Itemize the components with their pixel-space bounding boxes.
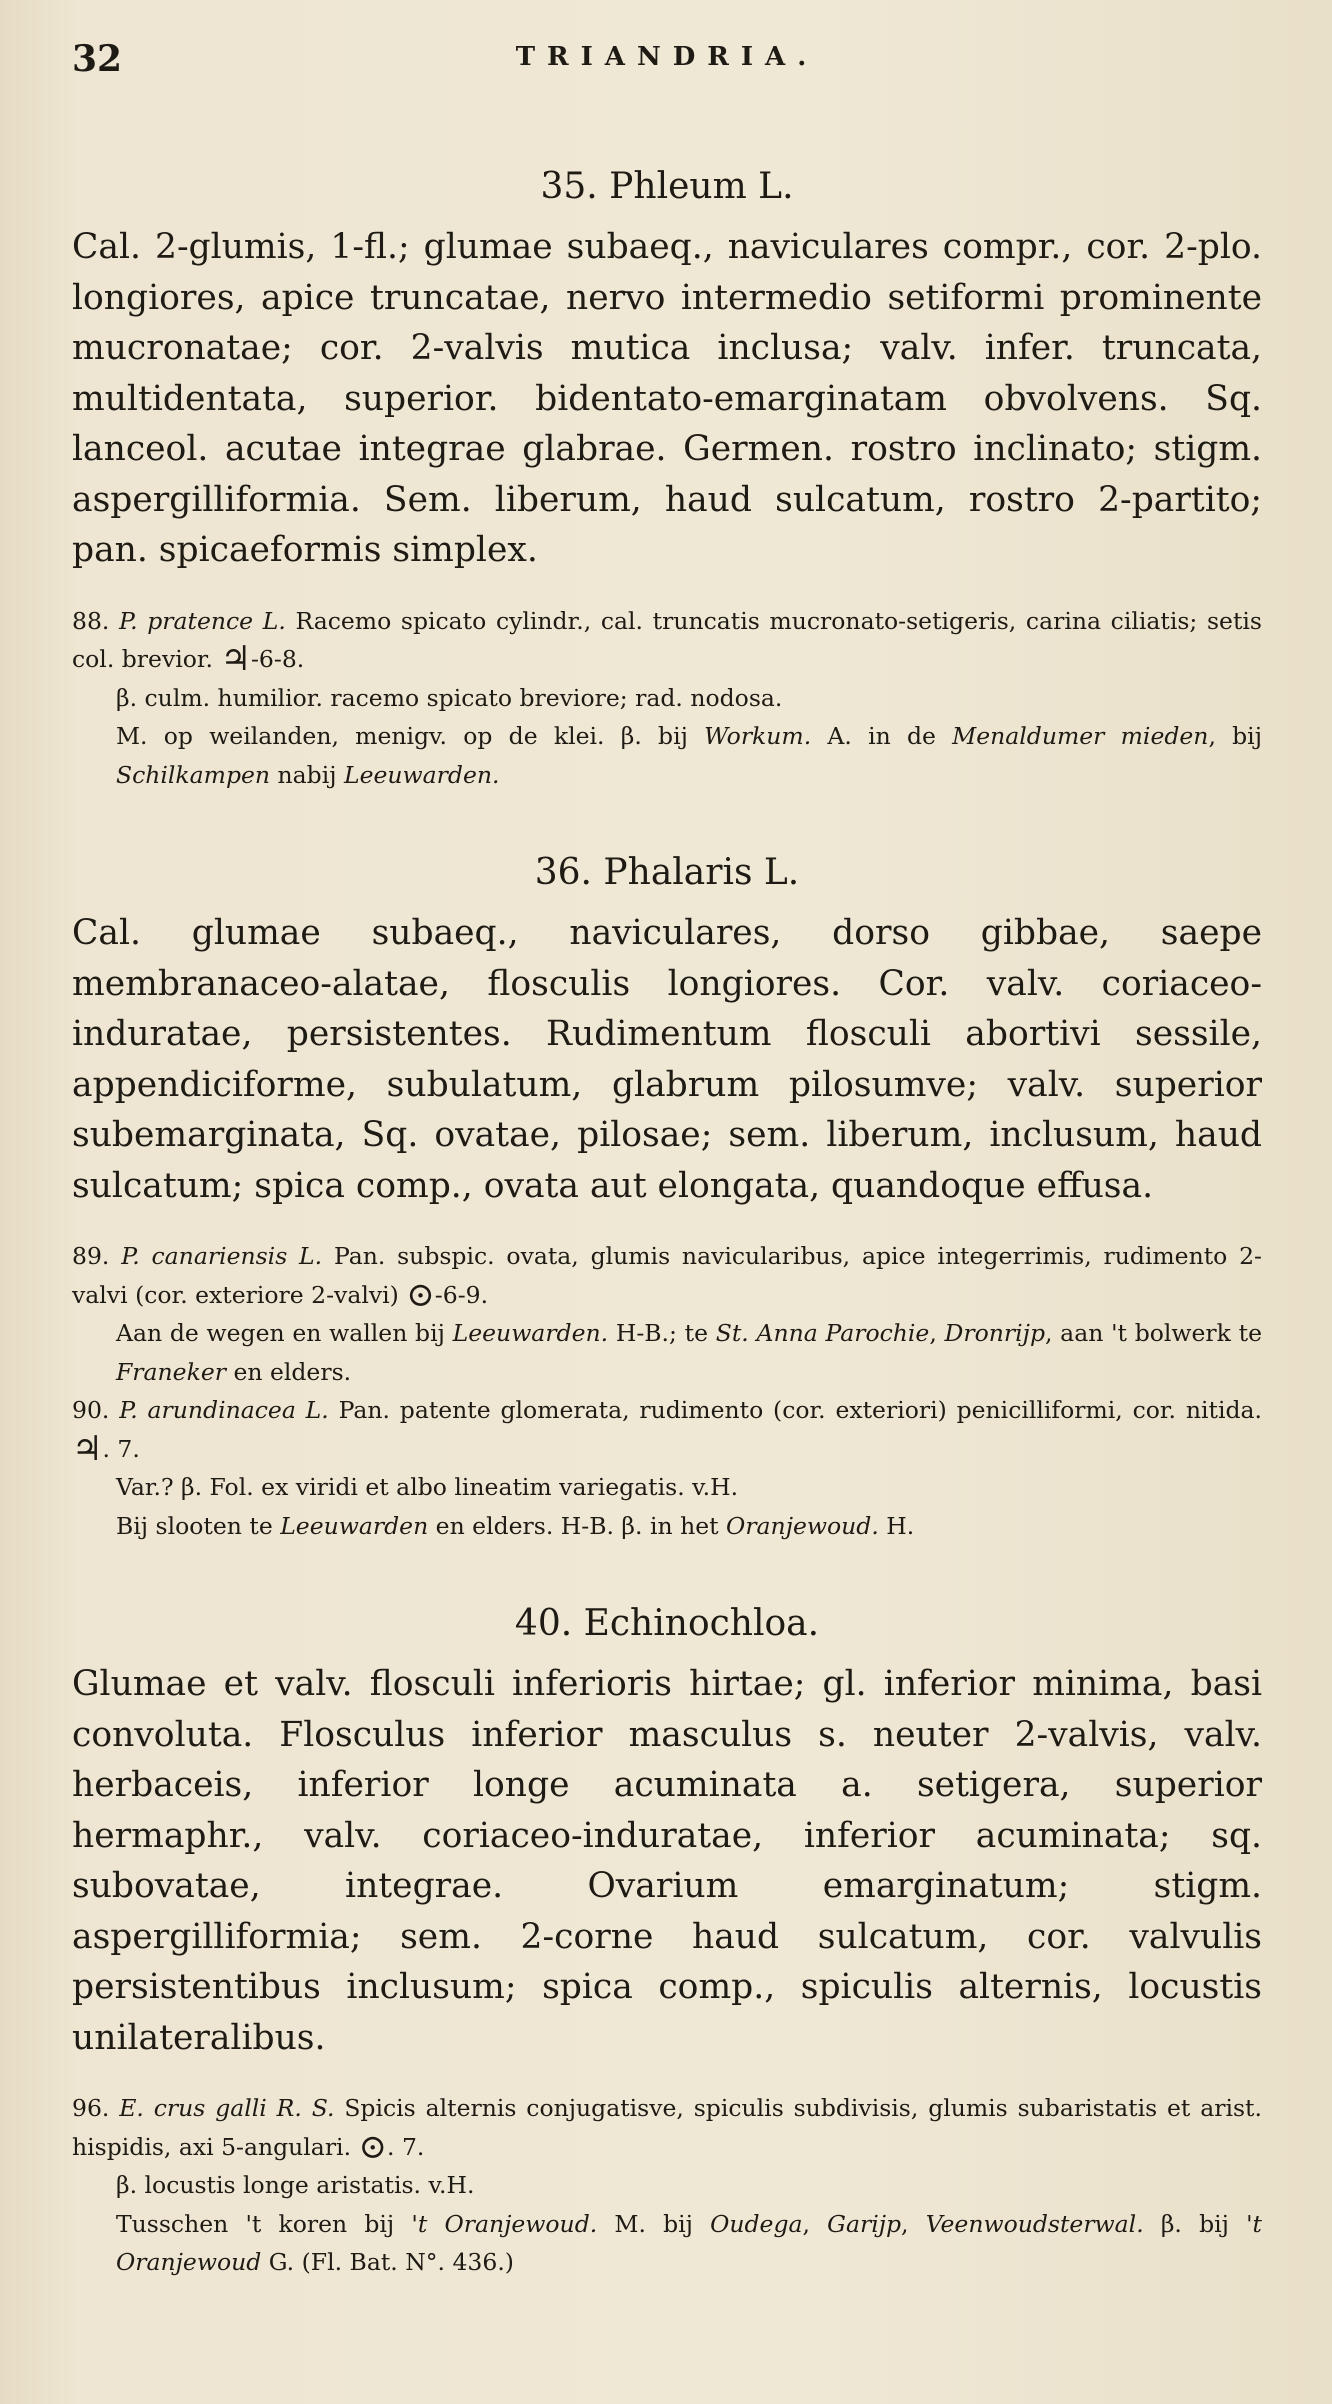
locality-text: en elders. (225, 1357, 352, 1386)
running-head (72, 38, 1262, 98)
species-block (72, 1237, 1262, 1545)
species-entry (72, 602, 1262, 679)
place-name: St. Anna Parochie (715, 1319, 930, 1347)
genus-section-phalaris (72, 852, 1262, 1545)
species-number: 88. (72, 606, 110, 635)
place-name: Veenwoudsterwal. (925, 2209, 1144, 2238)
species-diagnosis: Pan. patente glomerata, rudimento (cor. exteriori) penicilliformi, cor. nitida. (338, 1396, 1262, 1424)
species-variety: β. culm. humilior. racemo spicato breviore; rad. nodosa. (116, 683, 783, 712)
species-name: E. crus galli R. S. (119, 2094, 335, 2122)
species-name: P. pratence L. (119, 606, 286, 635)
place-name: Leeuwarden. (452, 1319, 609, 1347)
perennial-symbol: ♃ (72, 1428, 103, 1469)
locality-text: M. bij (597, 2209, 711, 2238)
locality-text: , bij (1208, 722, 1262, 750)
locality-text: H-B.; te (608, 1319, 716, 1347)
locality-text: , aan 't bolwerk te (1044, 1319, 1262, 1347)
species-number: 96. (72, 2094, 110, 2122)
species-locality (72, 2205, 1262, 2282)
flowering-months: -6-9. (434, 1280, 489, 1309)
species-entry (72, 1237, 1262, 1314)
place-name: Garijp (827, 2209, 902, 2238)
genus-heading: 35. Phleum L. (540, 166, 794, 207)
genus-heading: 40. Echinochloa. (514, 1603, 820, 1644)
locality-text: G. (Fl. Bat. N°. 436.) (261, 2248, 514, 2276)
species-entry (72, 1391, 1262, 1468)
locality-text: en elders. H-B. β. in het (428, 1511, 727, 1540)
species-number: 90. (72, 1396, 110, 1424)
species-locality (72, 717, 1262, 794)
species-diagnosis: Spicis alternis conjugatisve, spiculis subdivisis, glumis subaristatis et arist. hispidis, axi 5-angulari. (72, 2094, 1262, 2161)
genus-section-phleum (72, 166, 1262, 794)
flowering-months: . 7. (102, 1434, 140, 1463)
annual-symbol: ⊙ (358, 2126, 388, 2167)
annual-symbol: ⊙ (406, 1274, 435, 1315)
flowering-months: . 7. (387, 2132, 425, 2161)
place-name: Leeuwarden (280, 1511, 429, 1540)
locality-text: Tusschen 't koren bij (116, 2209, 412, 2238)
genus-character: Glumae et valv. flosculi inferioris hirtae; gl. inferior minima, basi convoluta. Flosculus inferior masculus s. neuter 2-valvis, valv. herbaceis, inferior longe acuminata a. setigera, superior hermaphr., valv. coriaceo-induratae, inferior acuminata; sq. subovatae, integrae. Ovarium emarginatum; stigm. aspergilliformia; sem. 2-corne haud sulcatum, cor. valvulis persistentibus inclusum; spica comp., spiculis alternis, locustis unilateralibus. (72, 1664, 1262, 2058)
species-name: P. canariensis L. (121, 1242, 323, 1270)
perennial-symbol: ♃ (220, 639, 251, 679)
locality-text: nabij (270, 760, 344, 789)
locality-text: Bij slooten te (116, 1511, 281, 1540)
locality-text: Aan de wegen en wallen bij (116, 1319, 453, 1347)
species-block (72, 602, 1262, 795)
place-name: Oudega (710, 2209, 803, 2238)
species-name: P. arundinacea L. (119, 1396, 329, 1424)
species-locality (72, 1507, 1262, 1546)
place-name: 't Oranjewoud. (411, 2209, 598, 2238)
place-name: 't Oranjewoud (116, 2209, 1262, 2276)
locality-text: , (802, 2209, 828, 2238)
species-entry (72, 2089, 1262, 2166)
species-diagnosis: Pan. subspic. ovata, glumis navicularibus, apice integerrimis, rudimento 2-valvi (cor. exteriore 2-valvi) (72, 1242, 1262, 1309)
locality-text: M. op weilanden, menigv. op de klei. β. bij (116, 722, 705, 750)
species-number: 89. (72, 1242, 110, 1270)
genus-section-echinochloa (72, 1603, 1262, 2282)
genus-character: Cal. glumae subaeq., naviculares, dorso gibbae, saepe membranaceo-alatae, flosculis longiores. Cor. valv. coriaceo-induratae, persistentes. Rudimentum flosculi abortivi sessile, appendiciforme, subulatum, glabrum pilosumve; valv. superior subemarginata, Sq. ovatae, pilosae; sem. liberum, inclusum, haud sulcatum; spica comp., ovata aut elongata, quandoque effusa. (72, 913, 1262, 1206)
genus-character: Cal. 2-glumis, 1-fl.; glumae subaeq., naviculares compr., cor. 2-plo. longiores, apice truncatae, nervo intermedio setiformi prominente mucronatae; cor. 2-valvis mutica inclusa; valv. infer. truncata, multidentata, superior. bidentato-emarginatam obvolvens. Sq. lanceol. acutae integrae glabrae. Germen. rostro inclinato; stigm. aspergilliformia. Sem. liberum, haud sulcatum, rostro 2-partito; pan. spicaeformis simplex. (72, 227, 1262, 570)
running-title: TRIANDRIA. (515, 42, 819, 72)
species-locality (72, 1314, 1262, 1391)
species-block (72, 2089, 1262, 2282)
locality-text: , (929, 1319, 945, 1347)
species-diagnosis: Racemo spicato cylindr., cal. truncatis mucronato-setigeris, carina ciliatis; setis col. brevior. (72, 606, 1262, 673)
place-name: Leeuwarden. (343, 760, 500, 789)
locality-text: H. (878, 1511, 915, 1540)
locality-text: A. in de (811, 722, 953, 750)
place-name: Dronrijp (944, 1319, 1045, 1347)
place-name: Oranjewoud. (726, 1511, 879, 1540)
locality-text: β. bij (1143, 2209, 1247, 2238)
place-name: Workum. (704, 722, 812, 750)
species-variety: Var.? β. Fol. ex viridi et albo lineatim variegatis. v.H. (116, 1473, 739, 1501)
locality-text: , (901, 2209, 926, 2238)
place-name: Franeker (116, 1357, 226, 1386)
page-number: 32 (72, 38, 123, 80)
genus-heading: 36. Phalaris L. (534, 852, 800, 893)
species-variety: β. locustis longe aristatis. v.H. (116, 2171, 475, 2199)
place-name: Menaldumer mieden (952, 722, 1209, 750)
place-name: Schilkampen (116, 760, 271, 789)
flowering-months: -6-8. (250, 645, 305, 673)
